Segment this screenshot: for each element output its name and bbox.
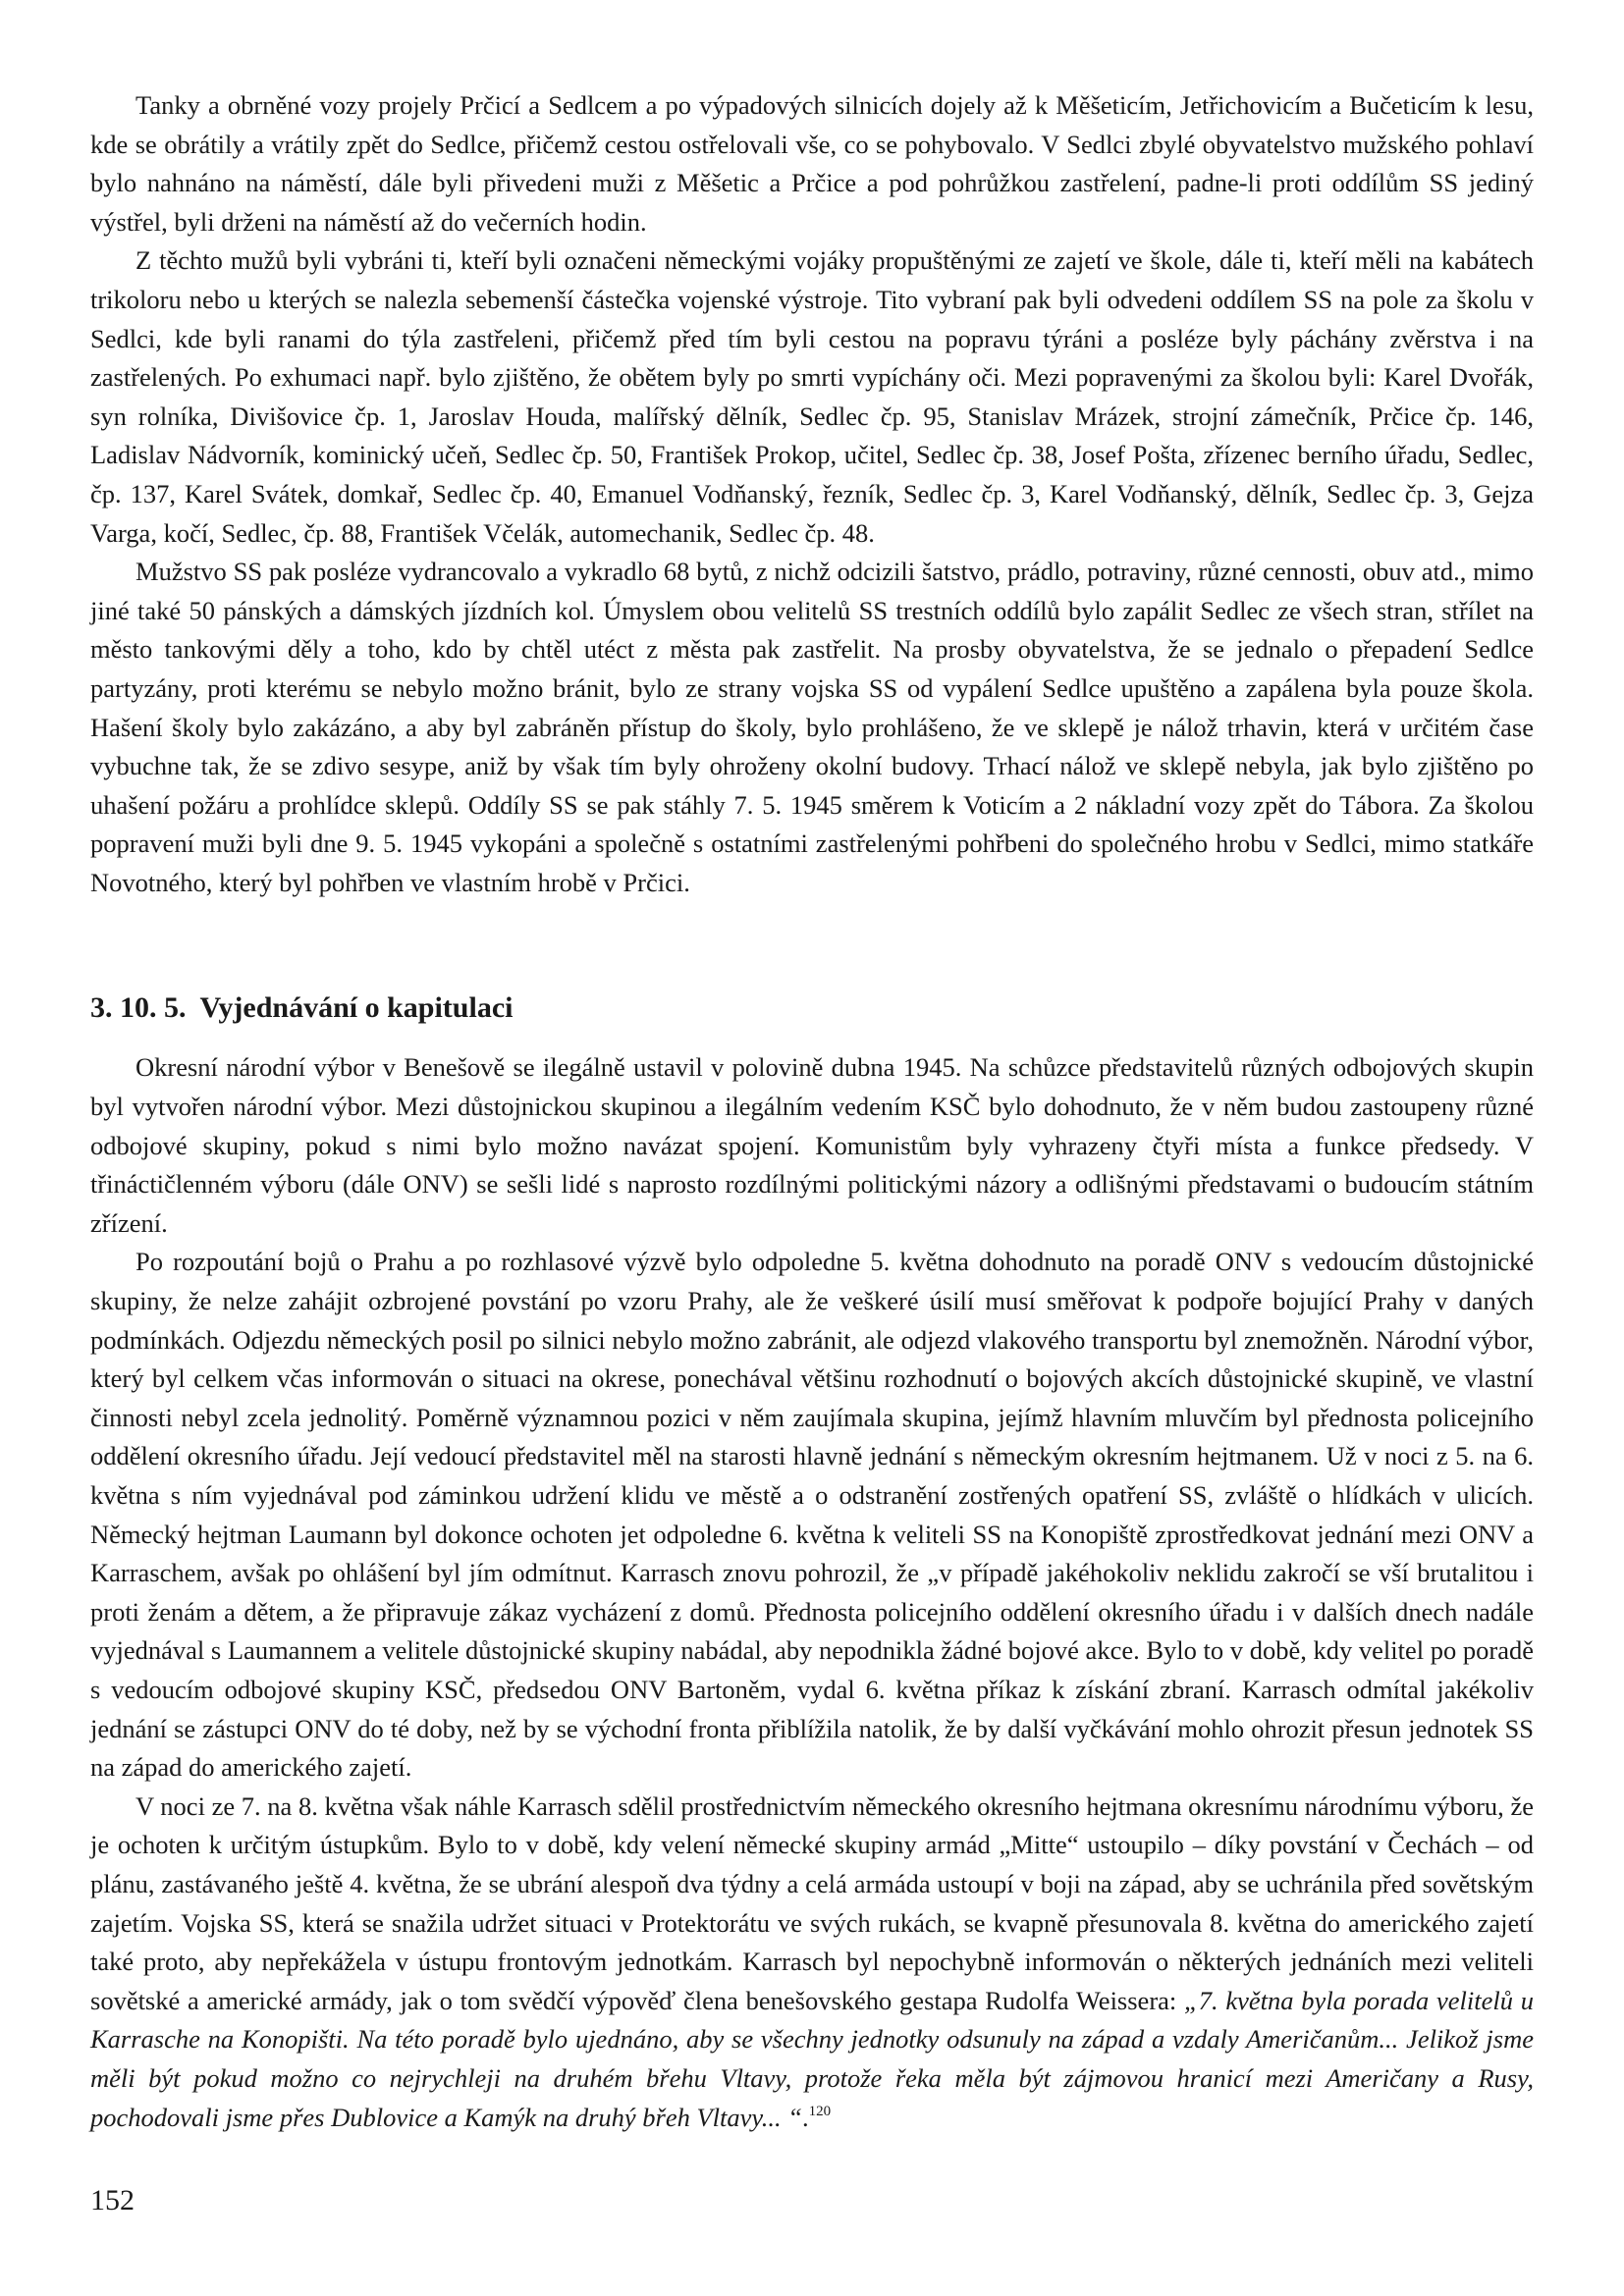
paragraph-karrasch-text: V noci ze 7. na 8. května však náhle Karrasch sdělil prostřednictvím německého okresního hejtmana okresnímu národnímu výboru, že je ochoten k určitým ústupkům. Bylo to v době, kdy velení německé skupiny armád „Mitte“ ustoupilo – díky povstání v Čechách – od plánu, zastávaného ještě 4. května, že se ubrání alespoň dva týdny a celá armáda ustoupí v boji na západ, aby se uchránila před sovětským zajetím. Vojska SS, která se snažila udržet situaci v Protektorátu ve svých rukách, se kvapně přesunovala 8. května do amerického zajetí také proto, aby nepřekážela v ústupu frontovým jednotkám. Karrasch byl nepochybně informován o některých jednáních mezi veliteli sovětské a americké armády, jak o tom svědčí výpověď člena benešovského gestapa Rudolfa Weissera: <box>90 1790 1534 2015</box>
section-number: 3. 10. 5. <box>90 991 187 1025</box>
weisser-quote: „7. května byla porada velitelů u Karrasche na Konopišti. Na této poradě bylo ujednáno, aby se všechny jednotky odsunuly na západ a vzdaly Američanům... Jelikož jsme měli být pokud možno co nejrychleji na druhém břehu Vltavy, protože řeka měla být zájmovou hranicí mezi Američany a Rusy, pochodovali jsme přes Dublovice a Kamýk na druhý břeh Vltavy... “ <box>90 1985 1534 2132</box>
quote-period: . <box>801 2102 809 2132</box>
page-number: 152 <box>90 2184 135 2216</box>
paragraph-negotiations: Po rozpoutání bojů o Prahu a po rozhlasové výzvě bylo odpoledne 5. května dohodnuto na poradě ONV s vedoucím důstojnické skupiny, že nelze zahájit ozbrojené povstání po vzoru Prahy, ale že veškeré úsilí musí směřovat k podpoře bojující Prahy v daných podmínkách. Odjezdu německých posil po silnici nebylo možno zabránit, ale odjezd vlakového transportu byl znemožněn. Národní výbor, který byl celkem včas informován o situaci na okrese, ponechával většinu rozhodnutí o bojových akcích důstojnické skupině, ve vlastní činnosti nebyl zcela jednolitý. Poměrně významnou pozici v něm zaujímala skupina, jejímž hlavním mluvčím byl přednosta policejního oddělení okresního úřadu. Její vedoucí představitel měl na starosti hlavně jednání s německým okresním hejtmanem. Už v noci z 5. na 6. května s ním vyjednával pod záminkou udržení klidu ve městě a o odstranění zostřených opatření SS, zvláště o hlídkách v ulicích. Německý hejtman Laumann byl dokonce ochoten jet odpoledne 6. května k veliteli SS na Konopiště zprostředkovat jednání mezi ONV a Karraschem, avšak po ohlášení byl jím odmítnut. Karrasch znovu pohrozil, že „v případě jakéhokoliv neklidu zakročí se vší brutalitou i proti ženám a dětem, a že připravuje zákaz vycházení z domů. Přednosta policejního oddělení okresního úřadu i v dalších dnech nadále vyjednával s Laumannem a velitele důstojnické skupiny nabádal, aby nepodnikla žádné bojové akce. Bylo to v době, kdy velitel po poradě s vedoucím odbojové skupiny KSČ, předsedou ONV Bartoněm, vydal 6. května příkaz k získání zbraní. Karrasch odmítal jakékoliv jednání se zástupci ONV do té doby, než by se východní fronta přiblížila natolik, že by další vyčkávání mohlo ohrozit přesun jednotek SS na západ do amerického zajetí. <box>90 1247 1534 1783</box>
paragraph-tanks: Tanky a obrněné vozy projely Prčicí a Sedlcem a po výpadových silnicích dojely až k Měšeticím, Jetřichovicím a Bučeticím k lesu, kde se obrátily a vrátily zpět do Sedlce, přičemž cestou ostřelovali vše, co se pohybovalo. V Sedlci zbylé obyvatelstvo mužského pohlaví bylo nahnáno na náměstí, dále byli přivedeni muži z Měšetic a Prčice a pod pohrůžkou zastřelení, padne-li proti oddílům SS jediný výstřel, byli drženi na náměstí až do večerních hodin. <box>90 90 1534 237</box>
paragraph-victims: Z těchto mužů byli vybráni ti, kteří byli označeni německými vojáky propuštěnými ze zajetí ve škole, dále ti, kteří měli na kabátech trikoloru nebo u kterých se nalezla sebemenší částečka vojenské výstroje. Tito vybraní pak byli odvedeni oddílem SS na pole za školu v Sedlci, kde byli ranami do týla zastřeleni, přičemž před tím byli cestou na popravu týráni a posléze byly páchány zvěrstva i na zastřelených. Po exhumaci např. bylo zjištěno, že obětem byly po smrti vypíchány oči. Mezi popravenými za školou byli: Karel Dvořák, syn rolníka, Divišovice čp. 1, Jaroslav Houda, malířský dělník, Sedlec čp. 95, Stanislav Mrázek, strojní zámečník, Prčice čp. 146, Ladislav Nádvorník, kominický učeň, Sedlec čp. 50, František Prokop, učitel, Sedlec čp. 38, Josef Pošta, zřízenec berního úřadu, Sedlec, čp. 137, Karel Svátek, domkař, Sedlec čp. 40, Emanuel Vodňanský, řezník, Sedlec čp. 3, Karel Vodňanský, dělník, Sedlec čp. 3, Gejza Varga, kočí, Sedlec, čp. 88, František Včelák, automechanik, Sedlec čp. 48. <box>90 245 1534 548</box>
page-body <box>90 86 1534 2137</box>
paragraph-looting: Mužstvo SS pak posléze vydrancovalo a vykradlo 68 bytů, z nichž odcizili šatstvo, prádlo, potraviny, různé cennosti, obuv atd., mimo jiné také 50 pánských a dámských jízdních kol. Úmyslem obou velitelů SS trestních oddílů bylo zapálit Sedlec ze všech stran, střílet na město tankovými děly a toho, kdo by chtěl utéct z města pak zastřelit. Na prosby obyvatelstva, že se jednalo o přepadení Sedlce partyzány, proti kterému se nebylo možno bránit, bylo ze strany vojska SS od vypálení Sedlce upuštěno a zapálena byla pouze škola. Hašení školy bylo zakázáno, a aby byl zabráněn přístup do školy, bylo prohlášeno, že ve sklepě je nálož trhavin, která v určitém čase vybuchne tak, že se zdivo sesype, aniž by však tím byly ohroženy okolní budovy. Trhací nálož ve sklepě nebyla, jak bylo zjištěno po uhašení požáru a prohlídce sklepů. Oddíly SS se pak stáhly 7. 5. 1945 směrem k Voticím a 2 nákladní vozy zpět do Tábora. Za školou popravení muži byli dne 9. 5. 1945 vykopáni a společně s ostatními zastřelenými pohřbeni do společného hrobu v Sedlci, mimo statkáře Novotného, který byl pohřben ve vlastním hrobě v Prčici. <box>90 557 1534 897</box>
paragraph-karrasch <box>90 1788 1534 2137</box>
section-heading <box>90 989 1534 1027</box>
paragraph-onv-formation: Okresní národní výbor v Benešově se ilegálně ustavil v polovině dubna 1945. Na schůzce představitelů různých odbojových skupin byl vytvořen národní výbor. Mezi důstojnickou skupinou a ilegálním vedením KSČ bylo dohodnuto, že v něm budou zastoupeny různé odbojové skupiny, pokud s nimi bylo možno navázat spojení. Komunistům byly vyhrazeny čtyři místa a funkce předsedy. V třináctičlenném výboru (dále ONV) se sešli lidé s naprosto rozdílnými politickými názory a odlišnými představami o budoucím státním zřízení. <box>90 1052 1534 1238</box>
section-title: Vyjednávání o kapitulaci <box>199 991 514 1025</box>
footnote-reference: 120 <box>808 2103 832 2119</box>
